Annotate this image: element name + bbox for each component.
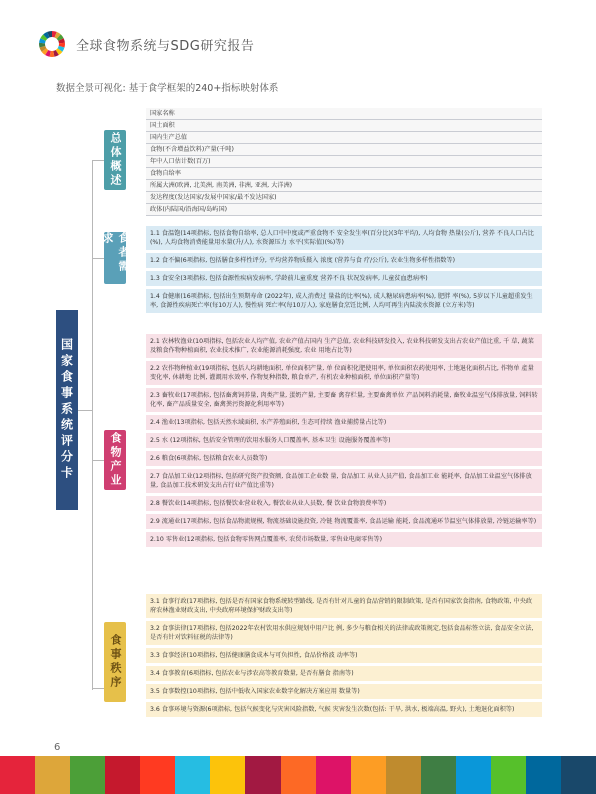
list-item: 食物(不含增益饮料)产量(千吨) — [146, 144, 542, 156]
category-food-industry: 食物产业 — [104, 430, 126, 490]
list-item: 2.8 餐饮业(14项指标, 包括餐饮业营业收入, 餐饮业从业人员数, 餐 饮业食物浪费率等) — [146, 496, 542, 511]
sdg-color-block — [35, 756, 70, 794]
list-item: 发达程度(发达国家/发展中国家/最不发达国家) — [146, 192, 542, 204]
root-node: 国家食事系统评分卡 — [56, 310, 78, 510]
list-item: 食物自给率 — [146, 168, 542, 180]
branch-industry — [92, 460, 104, 461]
sdg-color-block — [0, 756, 35, 794]
page-number: 6 — [54, 742, 61, 753]
sdg-color-block — [491, 756, 526, 794]
list-item: 2.1 农林牧渔业(10项指标, 包括农业人均产值, 农业产值占国内 生产总值, 农业科技研发投入, 农业科技研发支出占农业产值比重, 千 草, 蔬菜及粮食作物种植面积, 农业技术推广, 农业能源消耗强度, 农业 用地占比等) — [146, 334, 542, 358]
sdg-color-block — [281, 756, 316, 794]
sdg-color-block — [526, 756, 561, 794]
list-item: 3.5 食事数控(10项指标, 包括中低收入国家农业数字化解决方案应用 数量等) — [146, 684, 542, 699]
list-item: 3.4 食事教育(6项指标, 包括农业与涉农高等教育数量, 是否有膳食 指南等) — [146, 666, 542, 681]
sdg-color-footer — [0, 756, 596, 794]
list-item: 2.2 农作物种植业(19项指标, 包括人均耕地面积, 单位面积产量, 单 位面积化肥使用率, 单位面积农药使用率, 土地退化面积占比, 作物单 產量变化率, 休耕地 比例, 灌溉用水效率, 作物复种指数, 粮食单产, 有机农业种植面积, 单位面积产量等) — [146, 361, 542, 385]
sdg-color-block — [561, 756, 596, 794]
sdg-color-block — [351, 756, 386, 794]
list-item: 1.3 食安全(3项指标, 包括食源性疾病发病率, 学龄前儿童重度 营养不良 状况发病率, 儿童贫血患病率) — [146, 271, 542, 286]
sdg-color-block — [210, 756, 245, 794]
category-food-demand: 食者需求 — [104, 232, 126, 284]
root-connector — [78, 410, 92, 411]
list-item: 2.6 粮食(6项指标, 包括粮食农业人员数等) — [146, 451, 542, 466]
list-item: 3.1 食事行政(17项指标, 包括是否有国家食物系统转型路线, 是否有针对儿童的食品营销的限制政策, 是否有国家饮食指南, 食物政策, 中央政府农林渔业财政支出, 中央政府环境保护财政支出等) — [146, 594, 542, 618]
food-governance-list — [146, 594, 542, 720]
sdg-color-block — [456, 756, 491, 794]
list-item: 2.7 食品加工业(12项指标, 包括研究资产投资额, 食品加工企业数 量, 食品加工 从业人员产值, 食品加工业 能耗率, 食品加工业温室气体排放量, 食品加工技术研发支出占行业产值比重等) — [146, 469, 542, 493]
sdg-color-block — [70, 756, 105, 794]
list-item: 所属大洲(欧洲, 北美洲, 南美洲, 非洲, 亚洲, 大洋洲) — [146, 180, 542, 192]
food-demand-list — [146, 226, 542, 316]
list-item: 政体(内陆国/沿海国/岛屿国) — [146, 204, 542, 216]
report-title: 全球食物系统与SDG研究报告 — [76, 38, 255, 54]
list-item: 2.9 流通业(17项指标, 包括食品物流规模, 物流基础设施投资, 冷链 物流覆盖率, 食品运输 能耗, 食品流通环节温室气体排放量, 冷链运输率等) — [146, 514, 542, 529]
branch-general — [92, 160, 104, 161]
section-subtitle: 数据全景可视化: 基于食学框架的240+指标映射体系 — [56, 83, 279, 94]
category-food-governance: 食事秩序 — [104, 622, 126, 702]
list-item: 国内生产总值 — [146, 132, 542, 144]
sdg-color-block — [245, 756, 280, 794]
list-item: 3.6 食事环境与资源(6项指标, 包括气候变化与灾害风险指数, 气候 灾害发生次数(包括: 干旱, 洪水, 极端高温, 野火), 土地退化面积等) — [146, 702, 542, 717]
food-industry-list — [146, 334, 542, 550]
sdg-color-block — [316, 756, 351, 794]
list-item: 2.4 渔业(13项指标, 包括天然水域面积, 水产养殖面积, 生态可持续 渔业捕捞量占比等) — [146, 415, 542, 430]
list-item: 3.2 食事法律(17项指标, 包括2022年农村饮用水供应规划中用户比 例, 多少与粮食相关的法律或政策规定,包括食品标签立法, 食品安全立法, 是否有针对饮料征税的法律等) — [146, 621, 542, 645]
branch-governance — [92, 688, 104, 689]
sdg-color-block — [140, 756, 175, 794]
sdg-color-block — [105, 756, 140, 794]
list-item: 国家名称 — [146, 108, 542, 120]
sdg-color-block — [386, 756, 421, 794]
list-item: 1.4 食健康(16项指标, 包括出生预期寿命 (2022年), 成人消费过 量盐的比率(%), 成人糖尿病患病率(%), 肥胖 率(%), 5岁以下儿童超重发生率, 食源性疾病死亡率(每10万人), 慢性病 死亡率(每10万人), 家庭膳食烹饪比例, 人均可再生内陆淡水资源 (立方米)等) — [146, 289, 542, 313]
list-item: 2.10 零售业(12项指标, 包括食物零售网点覆盖率, 农贸市场数量, 零售业电商零售等) — [146, 532, 542, 547]
report-header — [38, 30, 254, 58]
list-item: 3.3 食事经济(10项指标, 包括健康膳食成本与可负担性, 食品价格波 动率等) — [146, 648, 542, 663]
sdg-color-block — [175, 756, 210, 794]
list-item: 2.3 畜牧业(17项指标, 包括畜禽饲养量, 肉类产量, 蛋奶产量, 主要畜 禽存栏量, 主要畜禽单位 产品饲料消耗量, 畜牧业温室气体排放量, 饲料转化率, 畜产品质量安全, 畜禽粪污资源化利用率等) — [146, 388, 542, 412]
category-general: 总体概述 — [104, 130, 126, 190]
list-item: 国土面积 — [146, 120, 542, 132]
trunk-line — [92, 160, 93, 690]
sdg-color-block — [421, 756, 456, 794]
list-item: 1.1 食温饱(14项指标, 包括食物自给率, 总人口中中度或严重食物不 安全发生率(百分比)(3年平均), 人均食物 热量(公斤), 营养 不良人口占比(%), 人均食物消费能量用水量(升/人), 水资源压力 水平(实际值)(%)等) — [146, 226, 542, 250]
list-item: 年中人口估计数(百万) — [146, 156, 542, 168]
sdg-wheel-icon — [38, 30, 66, 58]
list-item: 2.5 水 (12项指标, 包括安全管理的饮用水服务人口覆盖率, 基本卫生 设施服务覆盖率等) — [146, 433, 542, 448]
general-list — [146, 108, 542, 216]
list-item: 1.2 食不偏(6项指标, 包括膳食多样性评分, 平均营养物质摄入 浓度 (营养与食 疗/公斤), 农业生物多样性指数等) — [146, 253, 542, 268]
